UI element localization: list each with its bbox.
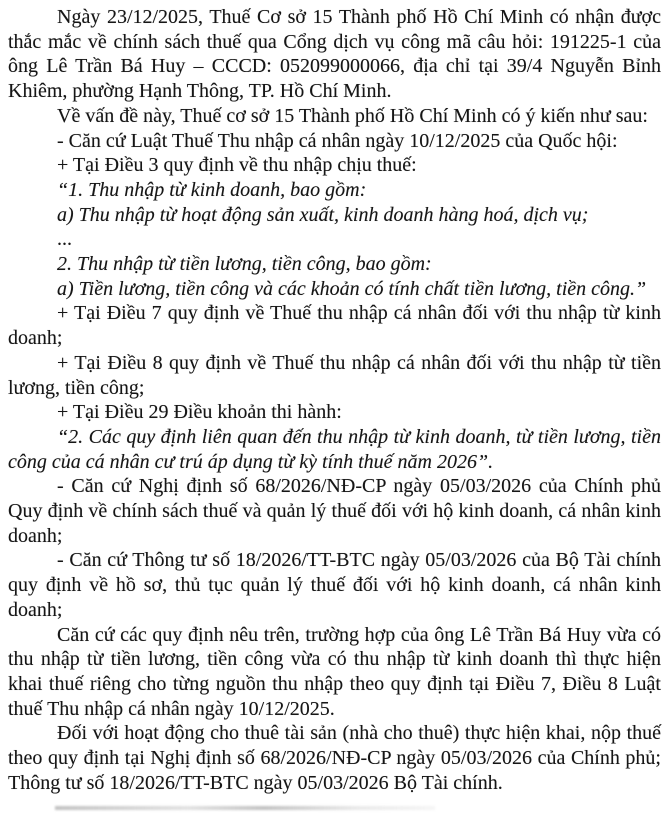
paragraph-article-3: + Tại Điều 3 quy định về thu nhập chịu thuế: (57, 154, 417, 177)
paragraph-article-8: + Tại Điều 8 quy định về Thuế thu nhập cá nhân đối với thu nhập từ tiền lương, tiền công; (8, 351, 661, 399)
paragraph-opinion-lead: Về vấn đề này, Thuế cơ sở 15 Thành phố Hồ Chí Minh có ý kiến như sau: (57, 104, 648, 127)
paragraph-basis-circular: - Căn cứ Thông tư số 18/2026/TT-BTC ngày 05/03/2026 của Bộ Tài chính quy định về hồ sơ, thủ tục quản lý thuế đối với hộ kinh doanh, cá nhân kinh doanh; (8, 549, 661, 621)
paragraph-ellipsis: ... (57, 228, 72, 251)
paragraph-quote-2a: a) Tiền lương, tiền công và các khoản có tính chất tiền lương, tiền công.” (57, 277, 647, 300)
paragraph-quote-article-29: “2. Các quy định liên quan đến thu nhập từ kinh doanh, từ tiền lương, tiền công của cá nhân cư trú áp dụng từ kỳ tính thuế năm 2026”. (8, 425, 661, 473)
paragraph-quote-1: “1. Thu nhập từ kinh doanh, bao gồm: (57, 178, 367, 201)
paragraph-article-29: + Tại Điều 29 Điều khoản thi hành: (57, 401, 342, 424)
paragraph-basis-law: - Căn cứ Luật Thuế Thu nhập cá nhân ngày 10/12/2025 của Quốc hội: (57, 129, 618, 152)
paragraph-article-7: + Tại Điều 7 quy định về Thuế thu nhập cá nhân đối với thu nhập từ kinh doanh; (8, 302, 661, 350)
paragraph-rental-note: Đối với hoạt động cho thuê tài sản (nhà cho thuê) thực hiện khai, nộp thuế theo quy định tại Nghị định số 68/2026/NĐ-CP ngày 05/03/2026 của Chính phủ; Thông tư số 18/2026/TT-BTC ngày 05/03/2026 Bộ Tài chính. (8, 722, 661, 794)
paragraph-conclusion: Căn cứ các quy định nêu trên, trường hợp của ông Lê Trần Bá Huy vừa có thu nhập từ tiền lương, tiền công vừa có thu nhập từ kinh doanh thì thực hiện khai thuế riêng cho từng nguồn thu nhập theo quy định tại Điều 7, Điều 8 Luật thuế Thu nhập cá nhân ngày 10/12/2025. (8, 623, 661, 720)
paragraph-quote-1a: a) Thu nhập từ hoạt động sản xuất, kinh doanh hàng hoá, dịch vụ; (57, 203, 589, 226)
scan-artifact-smudge (55, 806, 435, 810)
paragraph-quote-2: 2. Thu nhập từ tiền lương, tiền công, bao gồm: (57, 253, 432, 276)
paragraph-intro: Ngày 23/12/2025, Thuế Cơ sở 15 Thành phố Hồ Chí Minh có nhận được thắc mắc về chính sách thuế qua Cổng dịch vụ công mã câu hỏi: 191225-1 của ông Lê Trần Bá Huy – CCCD: 052099000066, địa chỉ tại 39/4 Nguyễn Bỉnh Khiêm, phường Hạnh Thông, TP. Hồ Chí Minh. (8, 6, 661, 103)
paragraph-basis-decree: - Căn cứ Nghị định số 68/2026/NĐ-CP ngày 05/03/2026 của Chính phủ Quy định về chính sách thuế và quản lý thuế đối với hộ kinh doanh, cá nhân kinh doanh; (8, 475, 661, 547)
